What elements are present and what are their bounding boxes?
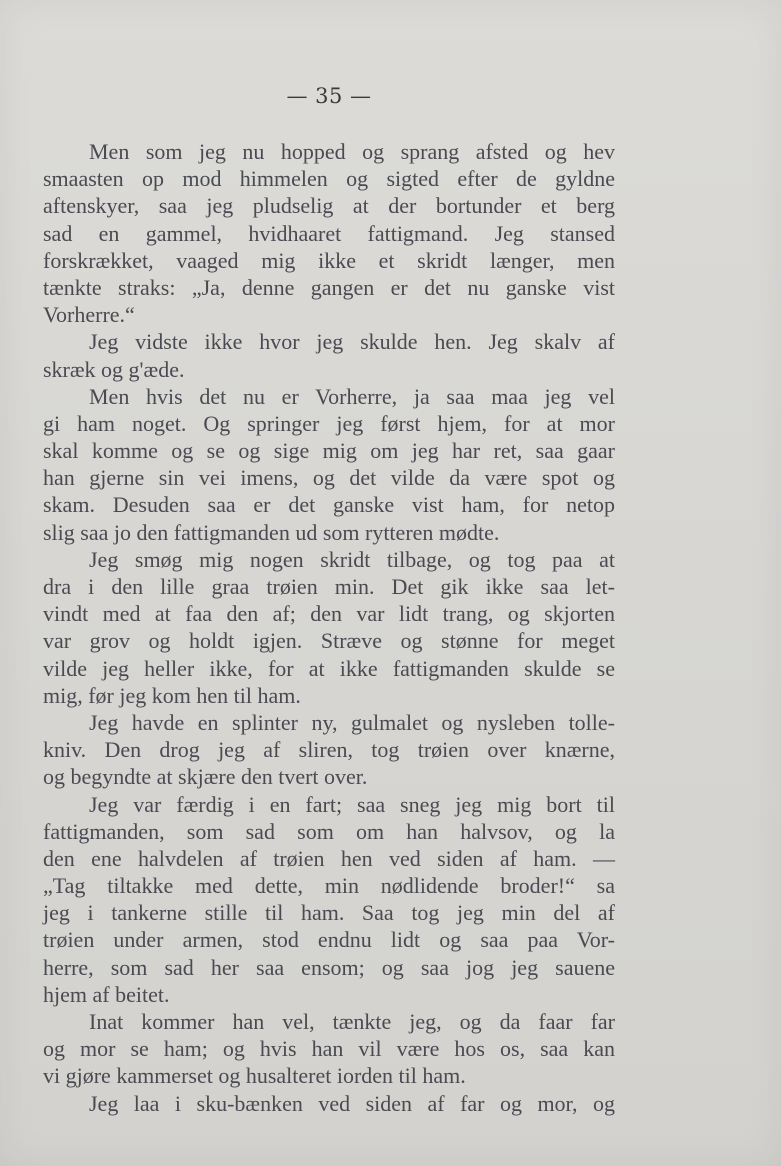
text-line: forskrækket, vaaged mig ikke et skridt længer, men	[43, 247, 615, 273]
text-line: Men hvis det nu er Vorherre, ja saa maa jeg vel	[89, 383, 615, 409]
text-line: skræk og g'æde.	[43, 356, 185, 382]
text-line: Jeg vidste ikke hvor jeg skulde hen. Jeg skalv af	[89, 329, 615, 355]
text-line: mig, før jeg kom hen til ham.	[43, 682, 301, 708]
text-line: slig saa jo den fattigmanden ud som rytteren mødte.	[43, 519, 500, 545]
text-line: aftenskyer, saa jeg pludselig at der bortunder et berg	[43, 193, 615, 219]
text-line: sad en gammel, hvidhaaret fattigmand. Jeg stansed	[43, 220, 615, 246]
text-line: Jeg var færdig i en fart; saa sneg jeg mig bort til	[89, 791, 615, 817]
text-line: han gjerne sin vei imens, og det vilde da være spot og	[43, 465, 615, 491]
text-line: Vorherre.“	[43, 302, 135, 328]
text-line: hjem af beitet.	[43, 981, 170, 1007]
text-line: Men som jeg nu hopped og sprang afsted og hev	[89, 139, 615, 164]
text-line: Inat kommer han vel, tænkte jeg, og da faar far	[89, 1009, 615, 1034]
text-line: og begyndte at skjære den tvert over.	[43, 764, 368, 790]
text-line: smaasten op mod himmelen og sigted efter de gyldne	[43, 166, 615, 192]
text-line: den ene halvdelen af trøien hen ved siden af ham. —	[43, 845, 615, 871]
text-line: gi ham noget. Og springer jeg først hjem, for at mor	[43, 410, 615, 436]
text-line: og mor se ham; og hvis han vil være hos os, saa kan	[43, 1036, 615, 1062]
text-line: tænkte straks: „Ja, denne gangen er det nu ganske vist	[43, 274, 615, 300]
text-line: trøien under armen, stod endnu lidt og saa paa Vor-	[43, 927, 615, 953]
text-line: Jeg laa i sku-bænken ved siden af far og mor, og	[89, 1090, 615, 1116]
text-line: skam. Desuden saa er det ganske vist ham, for netop	[43, 492, 615, 518]
text-line: kniv. Den drog jeg af sliren, tog trøien over knærne,	[43, 737, 615, 763]
text-line: var grov og holdt igjen. Stræve og stønne for meget	[43, 628, 615, 654]
text-line: Jeg havde en splinter ny, gulmalet og nysleben tolle-	[89, 709, 615, 735]
text-line: „Tag tiltakke med dette, min nødlidende broder!“ sa	[43, 873, 615, 899]
text-line: vi gjøre kammerset og husalteret iorden til ham.	[43, 1063, 466, 1089]
text-line: skal komme og se og sige mig om jeg har ret, saa gaar	[43, 438, 615, 464]
text-line: dra i den lille graa trøien min. Det gik ikke saa let-	[43, 574, 615, 599]
text-line: vilde jeg heller ikke, for at ikke fattigmanden skulde se	[43, 655, 615, 681]
body-text	[43, 138, 615, 1117]
page-number: — 35 —	[286, 84, 372, 108]
text-line: herre, som sad her saa ensom; og saa jog jeg sauene	[43, 954, 615, 980]
text-line: vindt med at faa den af; den var lidt trang, og skjorten	[43, 601, 615, 627]
text-line: jeg i tankerne stille til ham. Saa tog jeg min del af	[43, 900, 615, 926]
text-line: fattigmanden, som sad som om han halvsov, og la	[43, 818, 615, 844]
text-line: Jeg smøg mig nogen skridt tilbage, og tog paa at	[89, 546, 615, 572]
